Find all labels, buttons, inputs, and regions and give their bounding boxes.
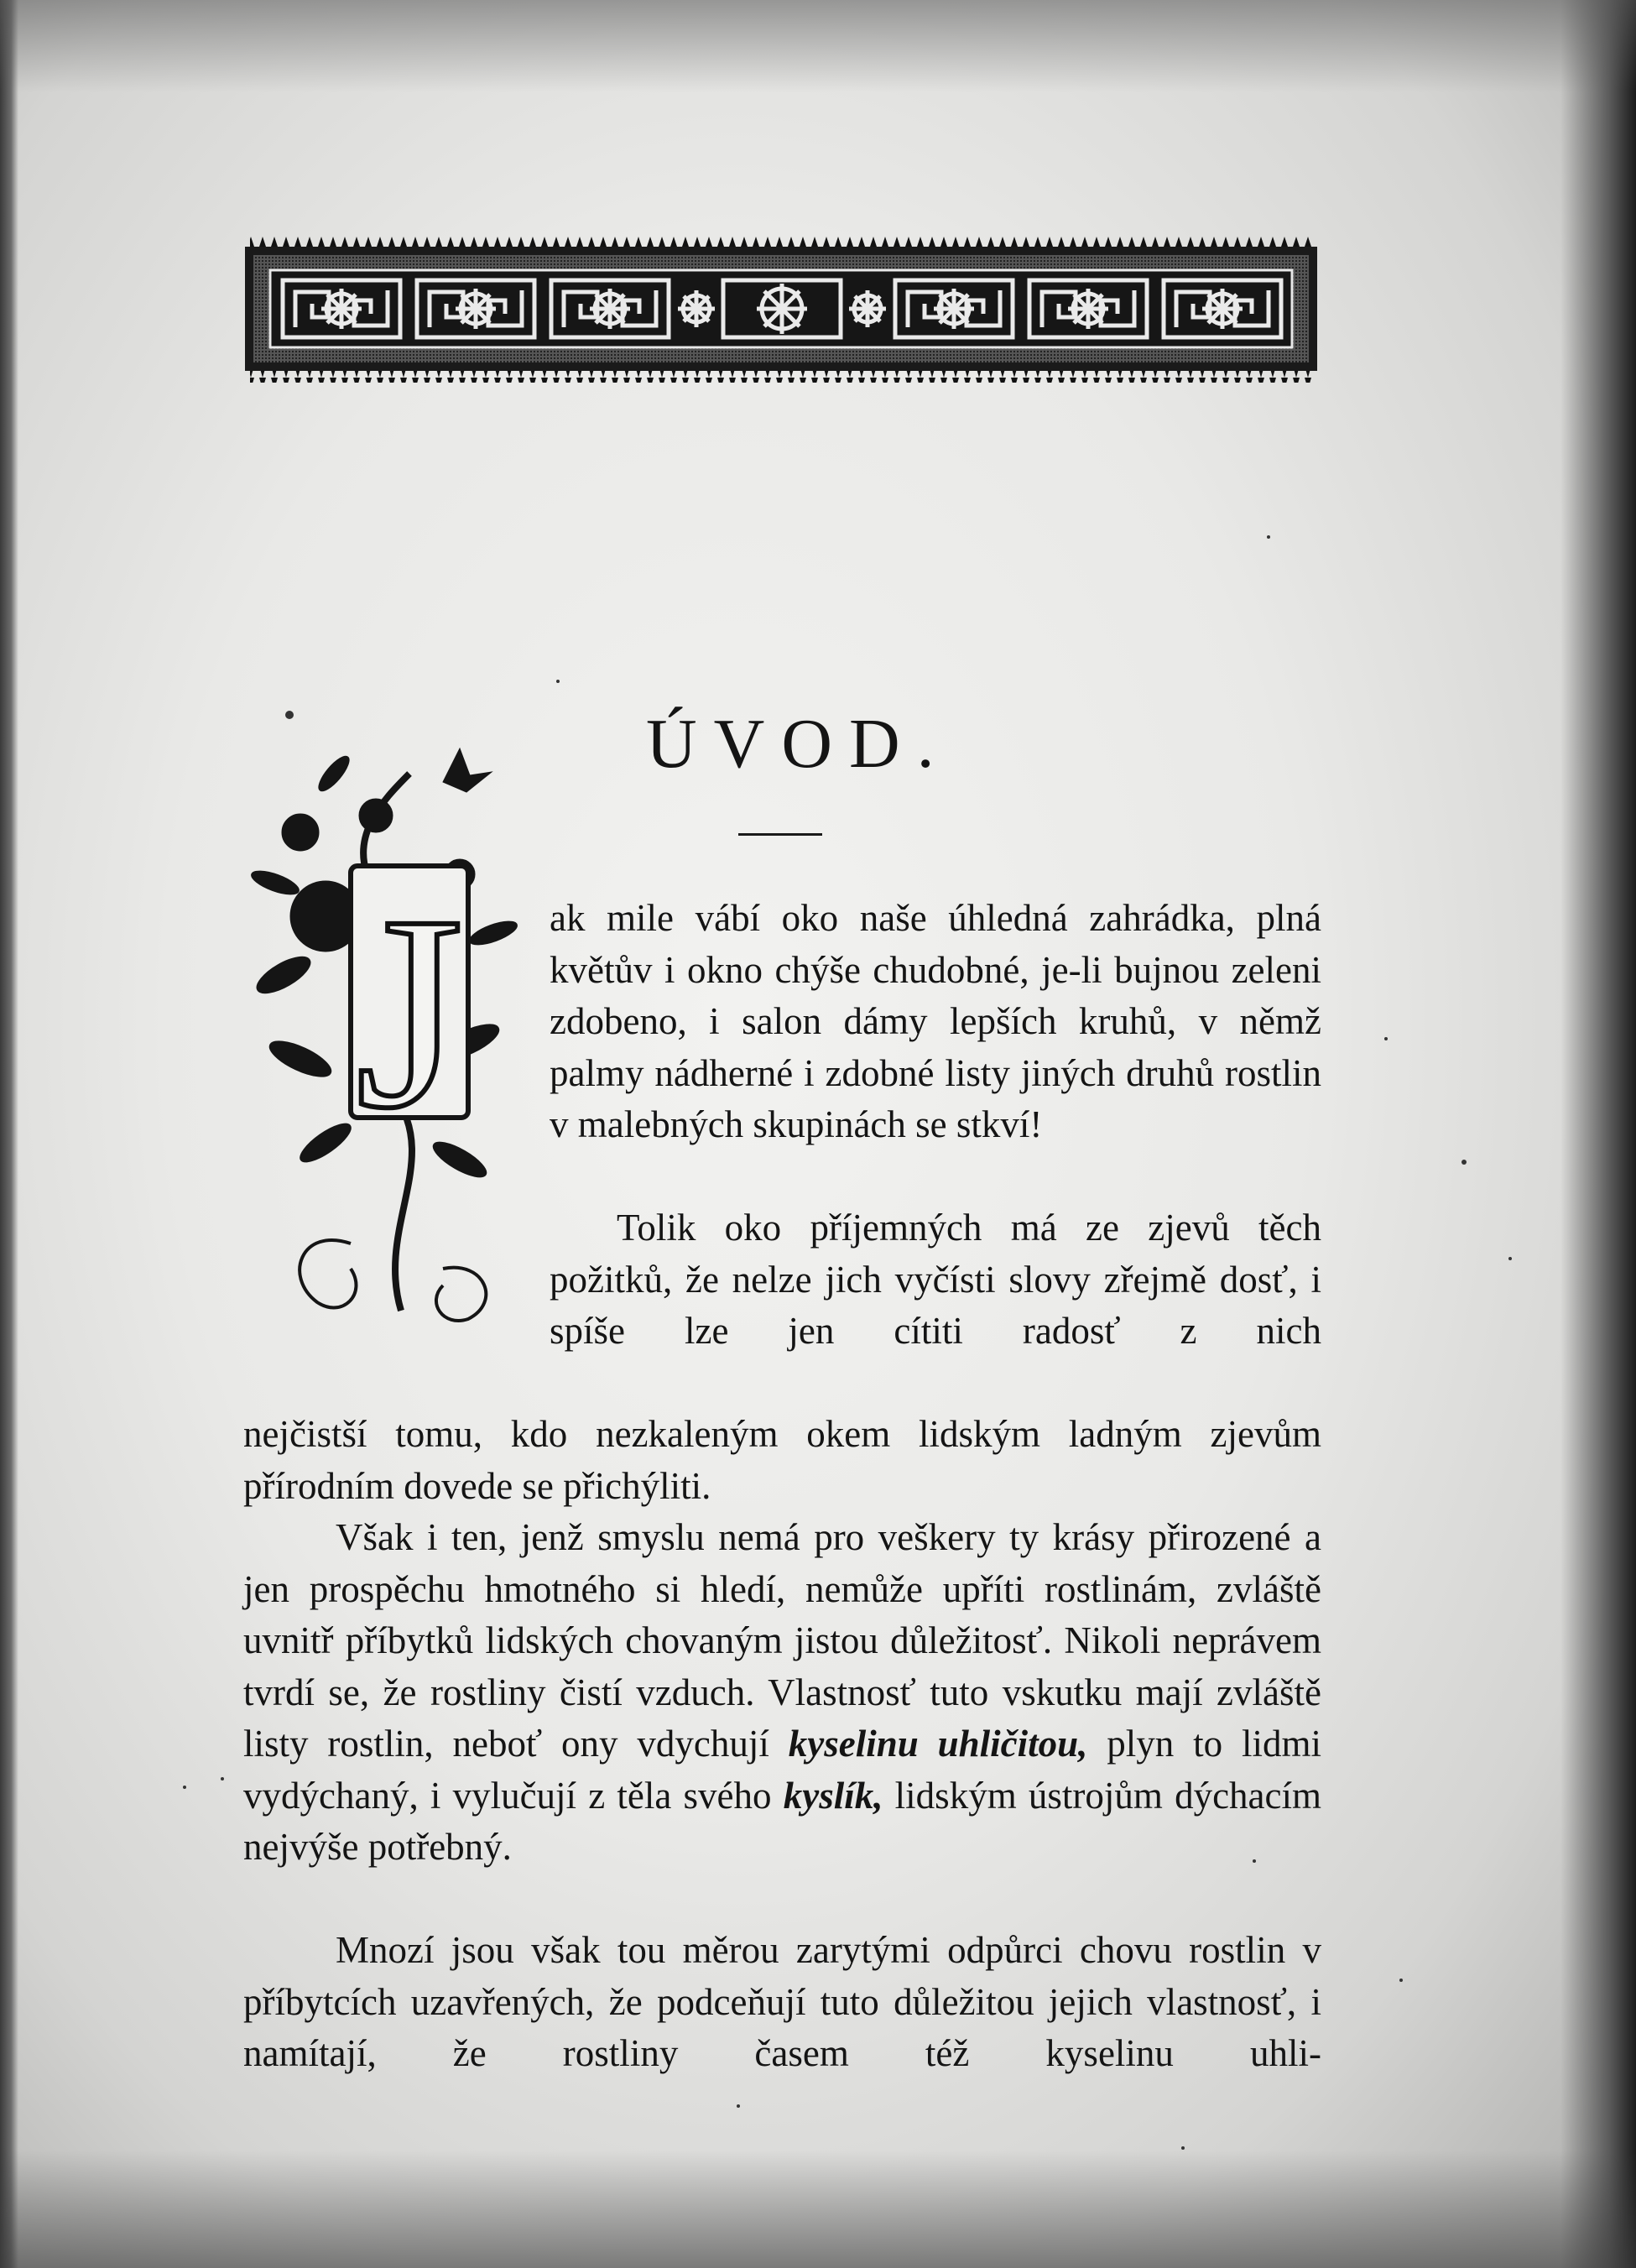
- paragraph-intro: ak mile vábí oko naše úhledná zahrádka, plná květův i okno chýše chudobné, je-li bujnou zeleni zdobeno, i salon dámy lepších kruhů, v němž palmy nádherné i zdobné listy jiných druhů rostlin v malebných skupinách se stkví!: [550, 897, 1321, 1145]
- paragraph-third-text-c: lidským ústrojům dýchacím nejvýše potřebný.: [243, 1774, 1322, 1868]
- emphasis-oxygen: kyslík,: [783, 1774, 883, 1817]
- paragraph-third-text-b: plyn to lidmi vydýchaný, i vylučují z těla svého: [243, 1723, 1321, 1817]
- paragraph-second-upper: Tolik oko příjemných má ze zjevů těch požitků, že nelze jich vyčísti slovy zřejmě dosť, i spíše lze jen cítiti radosť z nich: [550, 1207, 1321, 1352]
- emphasis-carbonic-acid: kyselinu uhličitou,: [788, 1723, 1088, 1765]
- paragraph-second-lower: nejčistší tomu, kdo nezkaleným okem lidským ladným zjevům přírodním dovede se přichýliti.: [243, 1413, 1321, 1507]
- dropcap-letter: J: [355, 859, 464, 1165]
- paragraph-fourth: Mnozí jsou však tou měrou zarytými odpůrci chovu rostlin v příbytcích uzavřených, že podceňují tuto důležitou jejich vlastnosť, i namítají, že rostliny časem též kyselinu uhli-: [243, 1929, 1321, 2074]
- paragraph-third-text-a: Však i ten, jenž smyslu nemá pro veškery ty krásy přirozené a jen prospěchu hmotného si hledí, nemůže upříti rostlinám, zvláště uvnitř příbytků lidských chovaným jistou důležitosť. Nikoli neprávem tvrdí se, že rostliny čistí vzduch. Vlastnosť tuto vskutku mají zvláště listy rostlin, neboť ony vdychují: [243, 1516, 1321, 1765]
- chapter-title: ÚVOD.: [646, 705, 951, 783]
